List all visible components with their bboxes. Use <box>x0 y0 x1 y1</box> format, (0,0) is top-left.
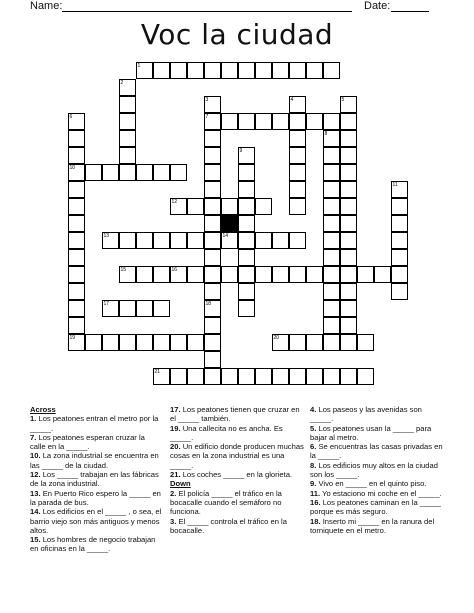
clue-number: 19 <box>69 334 76 341</box>
grid-cell[interactable] <box>204 147 221 164</box>
grid-cell[interactable] <box>170 62 187 79</box>
grid-cell[interactable] <box>323 215 340 232</box>
grid-cell[interactable] <box>136 334 153 351</box>
grid-cell[interactable] <box>289 368 306 385</box>
grid-cell[interactable] <box>306 62 323 79</box>
across-clue: 7. Los peatones esperan cruzar la calle en la _____. <box>30 432 145 452</box>
grid-cell[interactable] <box>340 198 357 215</box>
grid-cell[interactable] <box>391 283 408 300</box>
grid-cell[interactable] <box>204 368 221 385</box>
grid-cell[interactable] <box>255 113 272 130</box>
grid-cell[interactable] <box>340 113 357 130</box>
grid-cell[interactable] <box>323 198 340 215</box>
grid-cell[interactable] <box>136 300 153 317</box>
across-clue: 14. Los edificios en el _____ , o sea, el barrio viejo son más antiguos y menos altos. <box>30 507 162 535</box>
grid-cell[interactable] <box>340 147 357 164</box>
grid-cell[interactable] <box>187 198 204 215</box>
grid-cell[interactable] <box>255 232 272 249</box>
grid-cell[interactable] <box>221 198 238 215</box>
grid-cell[interactable] <box>340 317 357 334</box>
grid-cell[interactable] <box>340 232 357 249</box>
grid-cell[interactable] <box>136 164 153 181</box>
clue-number: 4 <box>290 96 294 103</box>
grid-cell[interactable] <box>204 130 221 147</box>
clues-column-2 <box>170 405 304 535</box>
clues-column-1 <box>30 405 162 554</box>
grid-cell[interactable] <box>204 249 221 266</box>
grid-cell[interactable] <box>238 249 255 266</box>
grid-cell[interactable] <box>272 266 289 283</box>
grid-cell[interactable] <box>306 368 323 385</box>
across-clue: 13. En Puerto Rico espero la _____ en la parada de bus. <box>30 488 161 507</box>
grid-cell[interactable] <box>204 232 221 249</box>
grid-cell[interactable] <box>238 232 255 249</box>
grid-cell[interactable] <box>153 266 170 283</box>
grid-cell[interactable] <box>170 368 187 385</box>
grid-cell[interactable] <box>391 198 408 215</box>
grid-cell[interactable] <box>340 283 357 300</box>
grid-cell[interactable] <box>238 368 255 385</box>
grid-cell[interactable] <box>323 62 340 79</box>
grid-cell[interactable] <box>323 317 340 334</box>
grid-cell[interactable] <box>289 113 306 130</box>
grid-cell[interactable] <box>340 300 357 317</box>
clue-number: 1 <box>137 62 141 69</box>
grid-cell[interactable] <box>136 232 153 249</box>
black-square <box>221 215 238 232</box>
down-clue: 4. Los paseos y las avenidas son _____. <box>310 405 422 424</box>
grid-cell[interactable] <box>153 300 170 317</box>
grid-cell[interactable] <box>119 147 136 164</box>
grid-cell[interactable] <box>68 249 85 266</box>
grid-cell[interactable] <box>238 198 255 215</box>
grid-cell[interactable] <box>187 62 204 79</box>
grid-cell[interactable] <box>289 334 306 351</box>
grid-cell[interactable] <box>170 232 187 249</box>
grid-cell[interactable] <box>102 164 119 181</box>
grid-cell[interactable] <box>204 164 221 181</box>
grid-cell[interactable] <box>391 266 408 283</box>
grid-cell[interactable] <box>153 62 170 79</box>
grid-cell[interactable] <box>204 266 221 283</box>
down-clue: 11. Yo estaciono mi coche en el _____. <box>310 488 442 498</box>
grid-cell[interactable] <box>306 334 323 351</box>
date-field[interactable] <box>391 11 429 12</box>
grid-cell[interactable] <box>391 215 408 232</box>
grid-cell[interactable] <box>255 62 272 79</box>
grid-cell[interactable] <box>68 130 85 147</box>
grid-cell[interactable] <box>289 164 306 181</box>
header <box>0 0 474 14</box>
grid-cell[interactable] <box>238 164 255 181</box>
grid-cell[interactable] <box>221 62 238 79</box>
grid-cell[interactable] <box>221 368 238 385</box>
clue-number: 16 <box>171 266 178 273</box>
grid-cell[interactable] <box>136 266 153 283</box>
grid-cell[interactable] <box>255 198 272 215</box>
clue-number: 10 <box>69 164 76 171</box>
grid-cell[interactable] <box>68 266 85 283</box>
grid-cell[interactable] <box>323 181 340 198</box>
grid-cell[interactable] <box>238 113 255 130</box>
grid-cell[interactable] <box>272 368 289 385</box>
grid-cell[interactable] <box>340 266 357 283</box>
clue-number: 8 <box>324 130 328 137</box>
grid-cell[interactable] <box>204 62 221 79</box>
name-label: Name: <box>30 0 63 12</box>
grid-cell[interactable] <box>153 164 170 181</box>
grid-cell[interactable] <box>187 334 204 351</box>
grid-cell[interactable] <box>238 62 255 79</box>
grid-cell[interactable] <box>204 317 221 334</box>
grid-cell[interactable] <box>357 266 374 283</box>
grid-cell[interactable] <box>68 215 85 232</box>
grid-cell[interactable] <box>289 130 306 147</box>
grid-cell[interactable] <box>255 368 272 385</box>
grid-cell[interactable] <box>255 266 272 283</box>
grid-cell[interactable] <box>68 283 85 300</box>
grid-cell[interactable] <box>68 181 85 198</box>
grid-cell[interactable] <box>238 283 255 300</box>
grid-cell[interactable] <box>119 300 136 317</box>
grid-cell[interactable] <box>238 266 255 283</box>
grid-cell[interactable] <box>204 283 221 300</box>
down-clue: 2. El policía _____ el tráfico en la bocacalle cuando el semáforo no funciona. <box>170 488 282 517</box>
clue-number: 14 <box>222 232 229 239</box>
down-clue: 3. El _____ controla el tráfico en la bocacalle. <box>170 516 287 535</box>
grid-cell[interactable] <box>102 334 119 351</box>
grid-cell[interactable] <box>340 215 357 232</box>
date-label: Date: <box>364 0 391 12</box>
grid-cell[interactable] <box>170 334 187 351</box>
clue-number: 18 <box>205 300 212 307</box>
down-heading: Down <box>170 479 191 489</box>
grid-cell[interactable] <box>238 215 255 232</box>
grid-cell[interactable] <box>272 113 289 130</box>
down-clue: 5. Los peatones usan la _____ para bajar al metro. <box>310 423 432 442</box>
grid-cell[interactable] <box>306 266 323 283</box>
grid-cell[interactable] <box>204 351 221 368</box>
grid-cell[interactable] <box>153 334 170 351</box>
grid-cell[interactable] <box>340 130 357 147</box>
clue-number: 17 <box>103 300 110 307</box>
grid-cell[interactable] <box>357 334 374 351</box>
clue-number: 2 <box>120 79 124 86</box>
across-clue: 10. La zona industrial se encuentra en las _____ de la ciudad. <box>30 451 159 470</box>
across-clue: 12. Los _____ trabajan en las fábricas de la zona industrial. <box>30 470 159 489</box>
grid-cell[interactable] <box>357 368 374 385</box>
clue-number: 12 <box>171 198 178 205</box>
grid-cell[interactable] <box>323 283 340 300</box>
grid-cell[interactable] <box>323 147 340 164</box>
clue-number: 11 <box>392 181 398 188</box>
grid-cell[interactable] <box>238 300 255 317</box>
down-clue: 6. Se encuentras las casas privadas en la _____. <box>310 442 443 461</box>
grid-cell[interactable] <box>238 181 255 198</box>
grid-cell[interactable] <box>119 130 136 147</box>
grid-cell[interactable] <box>187 266 204 283</box>
grid-cell[interactable] <box>323 249 340 266</box>
grid-cell[interactable] <box>68 317 85 334</box>
grid-cell[interactable] <box>119 113 136 130</box>
grid-cell[interactable] <box>323 266 340 283</box>
grid-cell[interactable] <box>340 249 357 266</box>
grid-cell[interactable] <box>306 113 323 130</box>
grid-cell[interactable] <box>289 232 306 249</box>
grid-cell[interactable] <box>391 232 408 249</box>
grid-cell[interactable] <box>119 96 136 113</box>
grid-cell[interactable] <box>289 198 306 215</box>
across-clue: 21. Los coches _____ en la glorieta. <box>170 470 293 480</box>
down-clue: 8. Los edificios muy altos en la ciudad son los _____. <box>310 460 438 480</box>
grid-cell[interactable] <box>204 334 221 351</box>
grid-cell[interactable] <box>272 232 289 249</box>
grid-cell[interactable] <box>119 334 136 351</box>
grid-cell[interactable] <box>221 113 238 130</box>
grid-cell[interactable] <box>323 113 340 130</box>
grid-cell[interactable] <box>323 334 340 351</box>
across-clue: 20. Un edificio donde producen muchas cosas en la zona industrial es una _____. <box>170 442 304 470</box>
across-clue: 17. Los peatones tienen que cruzar en el _____ también. <box>170 405 300 424</box>
grid-cell[interactable] <box>289 62 306 79</box>
clue-number: 21 <box>154 368 161 375</box>
clue-number: 6 <box>69 113 73 120</box>
grid-cell[interactable] <box>272 62 289 79</box>
grid-cell[interactable] <box>323 368 340 385</box>
clue-number: 20 <box>273 334 280 341</box>
grid-cell[interactable] <box>68 300 85 317</box>
across-clue: 15. Los hombres de negocio trabajan en oficinas en la _____. <box>30 535 156 554</box>
grid-cell[interactable] <box>68 147 85 164</box>
clue-number: 7 <box>205 113 209 120</box>
grid-cell[interactable] <box>221 266 238 283</box>
grid-cell[interactable] <box>289 147 306 164</box>
clue-number: 13 <box>103 232 110 239</box>
grid-cell[interactable] <box>170 164 187 181</box>
grid-cell[interactable] <box>289 266 306 283</box>
grid-cell[interactable] <box>119 232 136 249</box>
clues-column-3 <box>310 405 444 535</box>
clue-number: 9 <box>239 147 243 154</box>
grid-cell[interactable] <box>187 368 204 385</box>
puzzle-title: Voc la ciudad <box>140 18 334 51</box>
clue-number: 5 <box>341 96 345 103</box>
name-field[interactable] <box>62 11 352 12</box>
grid-cell[interactable] <box>204 215 221 232</box>
grid-cell[interactable] <box>340 368 357 385</box>
grid-cell[interactable] <box>374 266 391 283</box>
down-clue: 16. Los peatones caminan en la _____ porque es más seguro. <box>310 497 441 517</box>
grid-cell[interactable] <box>85 164 102 181</box>
grid-cell[interactable] <box>391 249 408 266</box>
grid-cell[interactable] <box>340 334 357 351</box>
grid-cell[interactable] <box>204 198 221 215</box>
clue-number: 15 <box>120 266 127 273</box>
grid-cell[interactable] <box>323 300 340 317</box>
across-clue: 19. Una callecita no es ancha. Es _____. <box>170 423 283 442</box>
grid-cell[interactable] <box>187 232 204 249</box>
down-clue: 9. Vivo en _____ en el quinto piso. <box>310 479 427 489</box>
grid-cell[interactable] <box>340 181 357 198</box>
clue-number: 3 <box>205 96 209 103</box>
grid-cell[interactable] <box>323 164 340 181</box>
down-clue: 18. Inserto mi _____ en la ranura del torniquete en el metro. <box>310 516 435 535</box>
grid-cell[interactable] <box>68 198 85 215</box>
across-clue: 1. Los peatones entran el metro por la _____. <box>30 414 159 433</box>
across-heading: Across <box>30 405 56 414</box>
grid-cell[interactable] <box>85 334 102 351</box>
grid-cell[interactable] <box>153 232 170 249</box>
grid-cell[interactable] <box>289 181 306 198</box>
grid-cell[interactable] <box>204 181 221 198</box>
grid-cell[interactable] <box>119 164 136 181</box>
grid-cell[interactable] <box>68 232 85 249</box>
grid-cell[interactable] <box>340 164 357 181</box>
grid-cell[interactable] <box>323 232 340 249</box>
